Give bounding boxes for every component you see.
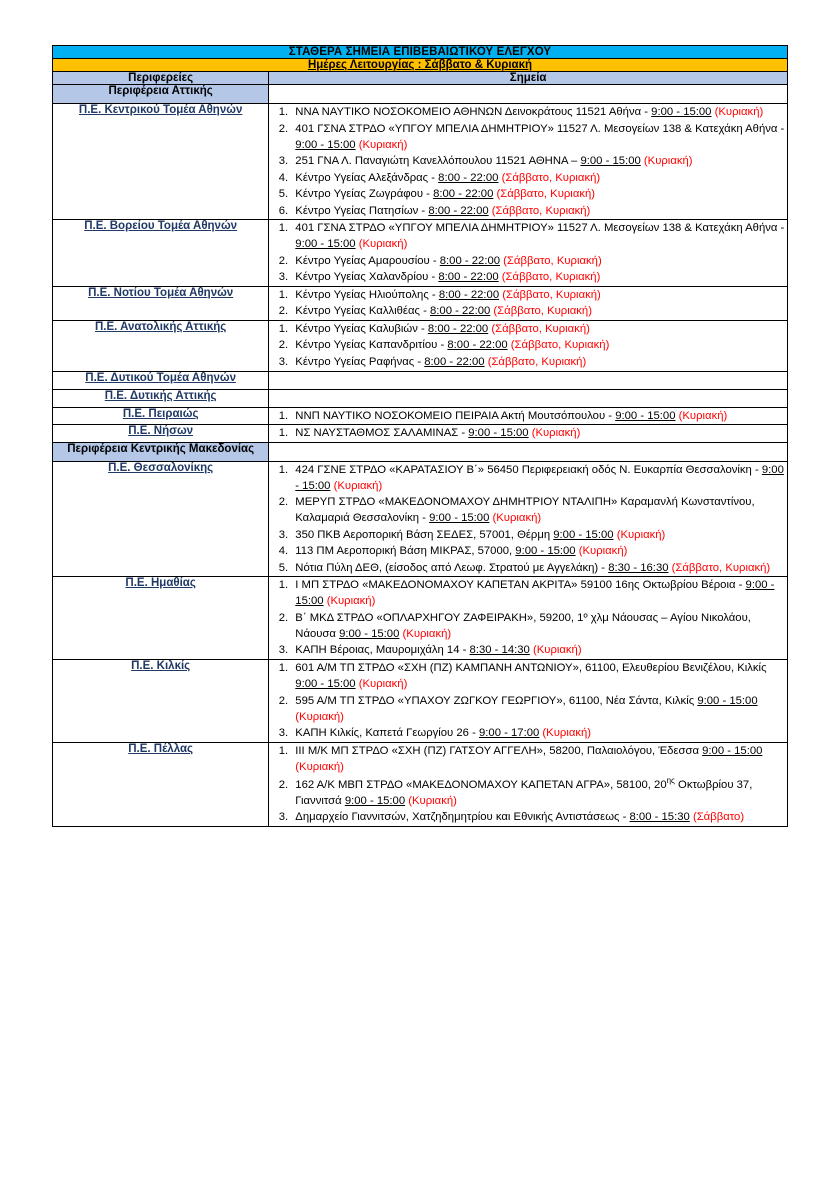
list-item <box>291 660 787 692</box>
points-cell <box>269 577 788 660</box>
points-cell <box>269 220 788 287</box>
region-points-empty <box>269 442 788 461</box>
opening-hours: 8:00 - 22:00 <box>439 254 501 267</box>
list-item <box>291 494 787 526</box>
table-row <box>53 461 788 577</box>
point-text: Β΄ ΜΚΔ ΣΤΡΔΟ «ΟΠΛΑΡΧΗΓΟΥ ΖΑΦΕΙΡΑΚΗ», 59200, 1º χλμ Νάουσας – Αγίου Νικολάου, Νάουσα <box>295 611 751 640</box>
list-item <box>291 287 787 303</box>
opening-hours: 8:00 - 22:00 <box>438 171 499 184</box>
opening-hours: 8:30 - 14:30 <box>469 644 530 657</box>
list-item <box>291 462 787 494</box>
list-item <box>291 203 787 219</box>
points-cell <box>269 320 788 371</box>
pe-label: Π.Ε. Πειραιώς <box>122 407 199 420</box>
opening-hours: 9:00 - 15:00 <box>580 155 641 168</box>
point-text: 401 ΓΣΝΑ ΣΤΡΔΟ «ΥΠΓΟΥ ΜΠΕΛΙΑ ΔΗΜΗΤΡΙΟΥ» 11527 Λ. Μεσογείων 138 & Κατεχάκη Αθήνα - <box>295 222 785 235</box>
opening-hours: 9:00 - 15:00 <box>615 409 676 422</box>
points-cell <box>269 407 788 425</box>
point-text: ΙΙΙ Μ/Κ ΜΠ ΣΤΡΔΟ «ΣΧΗ (ΠΖ) ΓΑΤΣΟΥ ΑΓΓΕΛΗ», 58200, Παλαιολόγου, Έδεσσα <box>295 744 703 757</box>
region-points-empty <box>269 85 788 104</box>
point-text: ΚΑΠΗ Βέροιας, Μαυρομιχάλη 14 - <box>295 644 470 657</box>
list-item <box>291 253 787 269</box>
operating-days-note: (Κυριακή) <box>643 155 693 168</box>
operating-days-note: (Σάββατο, Κυριακή) <box>491 204 591 217</box>
operating-days-note: (Κυριακή) <box>358 138 408 151</box>
table-row <box>53 425 788 443</box>
list-item <box>291 220 787 252</box>
operating-days-note: (Σάββατο, Κυριακή) <box>671 561 771 574</box>
list-item <box>291 153 787 169</box>
opening-hours: 8:00 - 15:30 <box>629 811 690 824</box>
pe-name <box>53 742 269 826</box>
table-row <box>53 577 788 660</box>
operating-days-note: (Σάββατο, Κυριακή) <box>502 288 601 301</box>
subtitle-row <box>53 59 788 72</box>
table-row <box>53 659 788 742</box>
list-item <box>291 408 787 424</box>
operating-days-note: (Κυριακή) <box>326 595 376 608</box>
document-title: ΣΤΑΘΕΡΑ ΣΗΜΕΙΑ ΕΠΙΒΕΒΑΙΩΤΙΚΟΥ ΕΛΕΓΧΟΥ <box>53 46 788 59</box>
pe-label: Π.Ε. Κιλκίς <box>131 659 191 672</box>
opening-hours: 8:00 - 22:00 <box>428 204 489 217</box>
points-cell <box>269 742 788 826</box>
checkpoints-table <box>52 45 788 827</box>
opening-hours: 9:00 - 17:00 <box>478 727 540 740</box>
operating-days-note: (Κυριακή) <box>295 760 344 773</box>
operating-days-note: (Σάββατο, Κυριακή) <box>510 339 610 352</box>
list-item <box>291 560 787 576</box>
table-row <box>53 104 788 220</box>
list-item <box>291 337 787 353</box>
point-text: Κέντρο Υγείας Καπανδριτίου - <box>295 339 448 352</box>
operating-days-note: (Σάββατο, Κυριακή) <box>501 271 601 284</box>
list-item <box>291 170 787 186</box>
opening-hours: 8:00 - 22:00 <box>447 339 508 352</box>
list-item <box>291 642 787 658</box>
point-text: Κέντρο Υγείας Καλυβιών - <box>295 322 428 335</box>
opening-hours: 9:00 - 15:00 <box>651 106 712 118</box>
list-item <box>291 269 787 285</box>
points-list <box>269 104 787 219</box>
point-text: 162 Α/Κ ΜΒΠ ΣΤΡΔΟ «ΜΑΚΕΔΟΝΟΜΑΧΟΥ ΚΑΠΕΤΑΝ ΑΓΡΑ», 58100, 20 <box>295 778 667 791</box>
pe-label: Π.Ε. Βορείου Τομέα Αθηνών <box>84 220 238 233</box>
ordinal-suffix: ης <box>666 776 675 786</box>
opening-hours: 9:00 - 15:00 <box>697 694 758 707</box>
point-text: ΝΝΠ ΝΑΥΤΙΚΟ ΝΟΣΟΚΟΜΕΙΟ ΠΕΙΡΑΙΑ Ακτή Μουτσόπουλου - <box>295 409 616 422</box>
column-header-row <box>53 72 788 85</box>
list-item <box>291 577 787 609</box>
pe-name <box>53 425 269 443</box>
list-item <box>291 527 787 543</box>
column-header-points: Σημεία <box>269 72 788 85</box>
table-row <box>53 742 788 826</box>
opening-hours: 8:00 - 22:00 <box>424 355 485 368</box>
points-list <box>269 287 787 320</box>
list-item <box>291 543 787 559</box>
region-header-row <box>53 442 788 461</box>
point-text: Κέντρο Υγείας Αλεξάνδρας - <box>295 171 439 184</box>
list-item <box>291 321 787 337</box>
opening-hours: 9:00 - 15:00 <box>344 794 406 807</box>
operating-days-note: (Κυριακή) <box>532 644 582 657</box>
operating-days-text: Ημέρες Λειτουργίας : Σάββατο & Κυριακή <box>307 59 533 71</box>
operating-days-note: (Κυριακή) <box>678 409 728 422</box>
list-item <box>291 610 787 642</box>
operating-days-note: (Σάββατο) <box>692 811 745 824</box>
pe-label: Π.Ε. Ανατολικής Αττικής <box>95 320 227 333</box>
pe-label: Π.Ε. Νήσων <box>128 425 194 438</box>
points-cell <box>269 461 788 577</box>
table-rows-container <box>53 85 788 827</box>
operating-days-note: (Κυριακή) <box>492 512 542 525</box>
column-header-regions: Περιφερείες <box>53 72 269 85</box>
points-list <box>269 425 787 441</box>
operating-days-note: (Σάββατο, Κυριακή) <box>501 171 601 184</box>
pe-label: Π.Ε. Δυτικού Τομέα Αθηνών <box>85 371 236 384</box>
table-body <box>53 46 788 85</box>
point-text: 113 ΠΜ Αεροπορική Βάση ΜΙΚΡΑΣ, 57000, <box>295 545 516 558</box>
operating-days-note: (Σάββατο, Κυριακή) <box>487 355 587 368</box>
pe-name <box>53 286 269 320</box>
pe-name <box>53 461 269 577</box>
points-cell <box>269 659 788 742</box>
opening-hours: 9:00 - 15:00 <box>515 545 576 558</box>
pe-name <box>53 371 269 389</box>
list-item <box>291 693 787 725</box>
opening-hours: 9:00 - 15:00 <box>295 579 775 608</box>
pe-name <box>53 407 269 425</box>
points-list <box>269 660 787 741</box>
opening-hours: 8:00 - 22:00 <box>438 288 500 301</box>
point-text: Νότια Πύλη ΔΕΘ, (είσοδος από Λεωφ. Στρατού με Αγγελάκη) - <box>295 561 609 574</box>
point-text: ΝΝΑ ΝΑΥΤΙΚΟ ΝΟΣΟΚΟΜΕΙΟ ΑΘΗΝΩΝ Δεινοκράτους 11521 Αθήνα - <box>295 106 652 118</box>
opening-hours: 9:00 - 15:00 <box>295 238 356 251</box>
point-text: 401 ΓΣΝΑ ΣΤΡΔΟ «ΥΠΓΟΥ ΜΠΕΛΙΑ ΔΗΜΗΤΡΙΟΥ» 11527 Λ. Μεσογείων 138 & Κατεχάκη Αθήνα - <box>295 122 785 135</box>
table-row <box>53 389 788 407</box>
opening-hours: 8:00 - 22:00 <box>427 322 489 335</box>
pe-name <box>53 320 269 371</box>
pe-name <box>53 104 269 220</box>
opening-hours: 9:00 - 15:00 <box>295 138 356 151</box>
point-text: Κέντρο Υγείας Ζωγράφου - <box>295 188 434 201</box>
operating-days-note: (Κυριακή) <box>531 427 581 440</box>
list-item <box>291 104 787 120</box>
point-text: 251 ΓΝΑ Λ. Παναγιώτη Κανελλόπουλου 11521 ΑΘΗΝΑ – <box>295 155 581 168</box>
operating-days-note: (Σάββατο, Κυριακή) <box>491 322 590 335</box>
pe-name <box>53 659 269 742</box>
point-text: 595 Α/Μ ΤΠ ΣΤΡΔΟ «ΥΠΑΧΟΥ ΖΩΓΚΟΥ ΓΕΩΡΓΙΟΥ», 61100, Νέα Σάντα, Κιλκίς <box>295 694 698 707</box>
operating-days-note: (Κυριακή) <box>542 727 592 740</box>
table-row <box>53 220 788 287</box>
region-header-row <box>53 85 788 104</box>
pe-label: Π.Ε. Θεσσαλονίκης <box>108 461 214 474</box>
region-name: Περιφέρεια Αττικής <box>53 85 269 104</box>
point-text: Κέντρο Υγείας Ραφήνας - <box>295 355 425 368</box>
operating-days-note: (Κυριακή) <box>358 677 408 690</box>
operating-days-note: (Κυριακή) <box>408 794 457 807</box>
table-row <box>53 286 788 320</box>
operating-days-note: (Σάββατο, Κυριακή) <box>493 305 592 318</box>
pe-name <box>53 220 269 287</box>
points-list <box>269 462 787 576</box>
points-list <box>269 321 787 370</box>
operating-days-note: (Κυριακή) <box>616 528 666 541</box>
points-cell <box>269 371 788 389</box>
points-list <box>269 743 787 826</box>
operating-days-note: (Κυριακή) <box>295 710 344 723</box>
point-text: Κέντρο Υγείας Πατησίων - <box>295 204 429 217</box>
point-text: 424 ΓΣΝΕ ΣΤΡΔΟ «ΚΑΡΑΤΑΣΙΟΥ Β΄» 56450 Περιφερειακή οδός Ν. Ευκαρπία Θεσσαλονίκη - <box>295 463 762 476</box>
point-text: Κέντρο Υγείας Χαλανδρίου - <box>295 271 439 284</box>
list-item <box>291 743 787 775</box>
pe-name <box>53 389 269 407</box>
operating-days-note: (Κυριακή) <box>578 545 628 558</box>
point-text: Οκτωβρίου 37, Γιαννιτσά <box>295 778 753 807</box>
opening-hours: 9:00 - 15:00 <box>702 744 763 757</box>
list-item <box>291 425 787 441</box>
points-cell <box>269 389 788 407</box>
opening-hours: 8:30 - 16:30 <box>608 561 669 574</box>
point-text: Κέντρο Υγείας Ηλιούπολης - <box>295 288 439 301</box>
points-cell <box>269 425 788 443</box>
table-row <box>53 371 788 389</box>
list-item <box>291 303 787 319</box>
operating-days-note: (Κυριακή) <box>402 627 452 640</box>
pe-label: Π.Ε. Πέλλας <box>128 742 194 755</box>
list-item <box>291 354 787 370</box>
pe-label: Π.Ε. Ημαθίας <box>125 577 196 590</box>
operating-days-note: (Κυριακή) <box>333 479 383 492</box>
opening-hours: 9:00 - 15:00 <box>295 463 784 492</box>
pe-label: Π.Ε. Δυτικής Αττικής <box>104 389 217 402</box>
point-text: ΝΣ ΝΑΥΣΤΑΘΜΟΣ ΣΑΛΑΜΙΝΑΣ - <box>295 427 469 440</box>
opening-hours: 9:00 - 15:00 <box>295 677 356 690</box>
list-item <box>291 186 787 202</box>
pe-label: Π.Ε. Νοτίου Τομέα Αθηνών <box>88 286 234 299</box>
pe-label: Π.Ε. Κεντρικού Τομέα Αθηνών <box>78 104 243 116</box>
point-text: Δημαρχείο Γιαννιτσών, Χατζηδημητρίου και Εθνικής Αντιστάσεως - <box>295 811 630 824</box>
operating-days-note: (Κυριακή) <box>358 238 408 251</box>
opening-hours: 9:00 - 15:00 <box>339 627 400 640</box>
point-text: Κέντρο Υγείας Καλλιθέας - <box>295 305 430 318</box>
opening-hours: 8:00 - 22:00 <box>438 271 499 284</box>
list-item <box>291 725 787 741</box>
point-text: 350 ΠΚΒ Αεροπορική Βάση ΣΕΔΕΣ, 57001, Θέρμη <box>295 528 554 541</box>
point-text: ΜΕΡΥΠ ΣΤΡΔΟ «ΜΑΚΕΔΟΝΟΜΑΧΟΥ ΔΗΜΗΤΡΙΟΥ ΝΤΑΛΙΠΗ» Καραμανλή Κωνσταντίνου, Καλαμαριά Θεσσαλονίκη - <box>295 496 755 525</box>
opening-hours: 8:00 - 22:00 <box>433 188 494 201</box>
operating-days-subtitle <box>53 59 788 72</box>
points-list <box>269 220 787 285</box>
points-cell <box>269 104 788 220</box>
point-text: Ι ΜΠ ΣΤΡΔΟ «ΜΑΚΕΔΟΝΟΜΑΧΟΥ ΚΑΠΕΤΑΝ ΑΚΡΙΤΑ» 59100 16ης Οκτωβρίου Βέροια - <box>295 579 746 592</box>
list-item <box>291 121 787 153</box>
operating-days-note: (Σάββατο, Κυριακή) <box>496 188 596 201</box>
point-text: Κέντρο Υγείας Αμαρουσίου - <box>295 254 440 267</box>
opening-hours: 8:00 - 22:00 <box>429 305 491 318</box>
points-list <box>269 408 787 424</box>
operating-days-note: (Κυριακή) <box>714 106 764 118</box>
points-cell <box>269 286 788 320</box>
pe-name <box>53 577 269 660</box>
opening-hours: 9:00 - 15:00 <box>429 512 490 525</box>
title-row <box>53 46 788 59</box>
table-row <box>53 407 788 425</box>
point-text: ΚΑΠΗ Κιλκίς, Καπετά Γεωργίου 26 - <box>295 727 479 740</box>
points-list <box>269 577 787 658</box>
opening-hours: 9:00 - 15:00 <box>468 427 529 440</box>
list-item <box>291 809 787 825</box>
table-row <box>53 320 788 371</box>
opening-hours: 9:00 - 15:00 <box>553 528 614 541</box>
list-item <box>291 775 787 809</box>
operating-days-note: (Σάββατο, Κυριακή) <box>503 254 602 267</box>
region-name: Περιφέρεια Κεντρικής Μακεδονίας <box>53 442 269 461</box>
point-text: 601 Α/Μ ΤΠ ΣΤΡΔΟ «ΣΧΗ (ΠΖ) ΚΑΜΠΑΝΗ ΑΝΤΩΝΙΟΥ», 61100, Ελευθερίου Βενιζέλου, Κιλκίς <box>295 661 767 674</box>
